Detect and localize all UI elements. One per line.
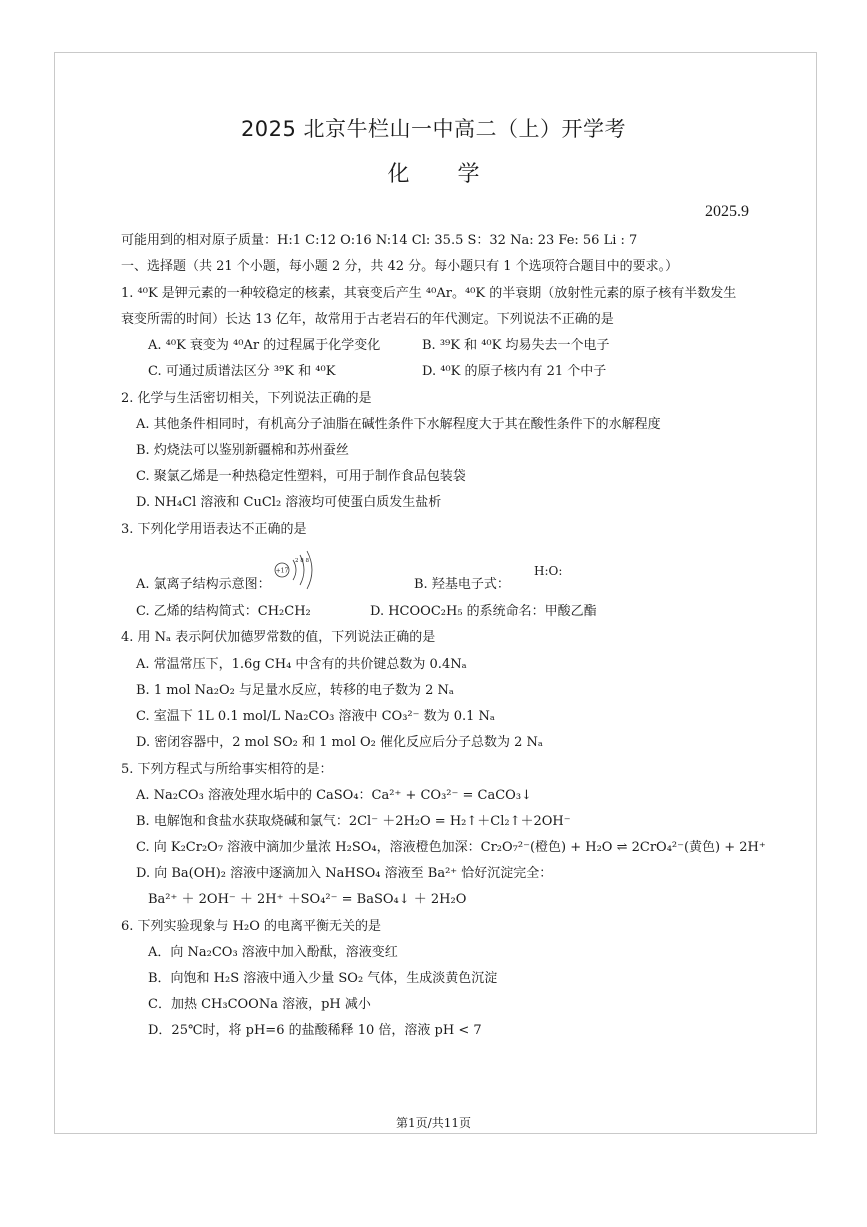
q5-option-a: A. Na₂CO₃ 溶液处理水垢中的 CaSO₄：Ca²⁺ + CO₃²⁻ = CaCO₃↓ (136, 788, 532, 803)
q4-option-d: D. 密闭容器中，2 mol SO₂ 和 1 mol O₂ 催化反应后分子总数为 2 Nₐ (136, 735, 543, 750)
q5-option-d-equation: Ba²⁺ ＋ 2OH⁻ ＋ 2H⁺ ＋SO₄²⁻ = BaSO₄↓ ＋ 2H₂O (148, 892, 467, 907)
q6-option-c: C．加热 CH₃COONa 溶液，pH 减小 (148, 997, 371, 1012)
q3-option-b: B. 羟基电子式： (414, 577, 510, 592)
q1-option-d: D. ⁴⁰K 的原子核内有 21 个中子 (422, 364, 607, 379)
hydroxyl-formula-text: H:O: (534, 564, 563, 578)
q2-option-b: B. 灼烧法可以鉴别新疆棉和苏州蚕丝 (136, 443, 349, 458)
atomic-masses: 可能用到的相对原子质量：H:1 C:12 O:16 N:14 Cl: 35.5 S：32 Na: 23 Fe: 56 Li : 7 (121, 233, 638, 248)
q5-option-d: D. 向 Ba(OH)₂ 溶液中逐滴加入 NaHSO₄ 溶液至 Ba²⁺ 恰好沉淀完全： (136, 866, 553, 881)
q3-option-a: A. 氯离子结构示意图： (136, 577, 271, 592)
q2-stem: 2. 化学与生活密切相关，下列说法正确的是 (121, 391, 372, 406)
q6-option-d: D．25℃时，将 pH=6 的盐酸稀释 10 倍，溶液 pH < 7 (148, 1023, 482, 1038)
q6-stem: 6. 下列实验现象与 H₂O 的电离平衡无关的是 (121, 919, 382, 934)
q6-option-a: A．向 Na₂CO₃ 溶液中加入酚酞，溶液变红 (148, 945, 398, 960)
q4-option-b: B. 1 mol Na₂O₂ 与足量水反应，转移的电子数为 2 Nₐ (136, 683, 454, 698)
atom-nucleus-label: +17 (275, 567, 289, 575)
hydroxyl-lewis-formula (534, 564, 562, 578)
q2-option-d: D. NH₄Cl 溶液和 CuCl₂ 溶液均可使蛋白质发生盐析 (136, 495, 442, 510)
q1-option-c: C. 可通过质谱法区分 ³⁹K 和 ⁴⁰K (148, 364, 336, 379)
q6-option-b: B．向饱和 H₂S 溶液中通入少量 SO₂ 气体，生成淡黄色沉淀 (148, 971, 498, 986)
q5-option-b: B. 电解饱和食盐水获取烧碱和氯气：2Cl⁻ ＋2H₂O = H₂↑＋Cl₂↑＋2OH⁻ (136, 814, 571, 829)
subject-title: 化学 (387, 162, 528, 187)
exam-date: 2025.9 (705, 203, 749, 220)
q2-option-a: A. 其他条件相同时，有机高分子油脂在碱性条件下水解程度大于其在酸性条件下的水解程度 (136, 417, 661, 432)
q4-option-a: A. 常温常压下，1.6g CH₄ 中含有的共价键总数为 0.4Nₐ (136, 657, 467, 672)
page-footer: 第1页/共11页 (396, 1116, 471, 1130)
q3-option-d: D. HCOOC₂H₅ 的系统命名：甲酸乙酯 (370, 604, 597, 619)
q2-option-c: C. 聚氯乙烯是一种热稳定性塑料，可用于制作食品包装袋 (136, 469, 466, 484)
exam-title: 2025 北京牛栏山一中高二（上）开学考 (240, 117, 627, 141)
q3-stem: 3. 下列化学用语表达不正确的是 (121, 522, 307, 537)
q4-stem: 4. 用 Nₐ 表示阿伏加德罗常数的值，下列说法正确的是 (121, 630, 436, 645)
q4-option-c: C. 室温下 1L 0.1 mol/L Na₂CO₃ 溶液中 CO₃²⁻ 数为 0.1 Nₐ (136, 709, 495, 724)
q5-option-c: C. 向 K₂Cr₂O₇ 溶液中滴加少量浓 H₂SO₄，溶液橙色加深：Cr₂O₇²⁻(橙色) + H₂O ⇌ 2CrO₄²⁻(黄色) + 2H⁺ (136, 840, 766, 855)
q1-option-b: B. ³⁹K 和 ⁴⁰K 均易失去一个电子 (422, 338, 610, 353)
q5-stem: 5. 下列方程式与所给事实相符的是： (121, 762, 333, 777)
q1-option-a: A. ⁴⁰K 衰变为 ⁴⁰Ar 的过程属于化学变化 (148, 338, 381, 353)
q1-stem-line2: 衰变所需的时间）长达 13 亿年，故常用于古老岩石的年代测定。下列说法不正确的是 (121, 312, 614, 327)
q1-stem-line1: 1. ⁴⁰K 是钾元素的一种较稳定的核素，其衰变后产生 ⁴⁰Ar。⁴⁰K 的半衰期（放射性元素的原子核有半数发生 (121, 286, 737, 301)
chloride-ion-structure-diagram (273, 548, 323, 592)
atom-shell-electrons: 2 8 8 (295, 558, 309, 564)
section-header: 一、选择题（共 21 个小题，每小题 2 分，共 42 分。每小题只有 1 个选项符合题目中的要求。） (121, 259, 679, 274)
q3-option-c: C. 乙烯的结构简式：CH₂CH₂ (136, 604, 311, 619)
